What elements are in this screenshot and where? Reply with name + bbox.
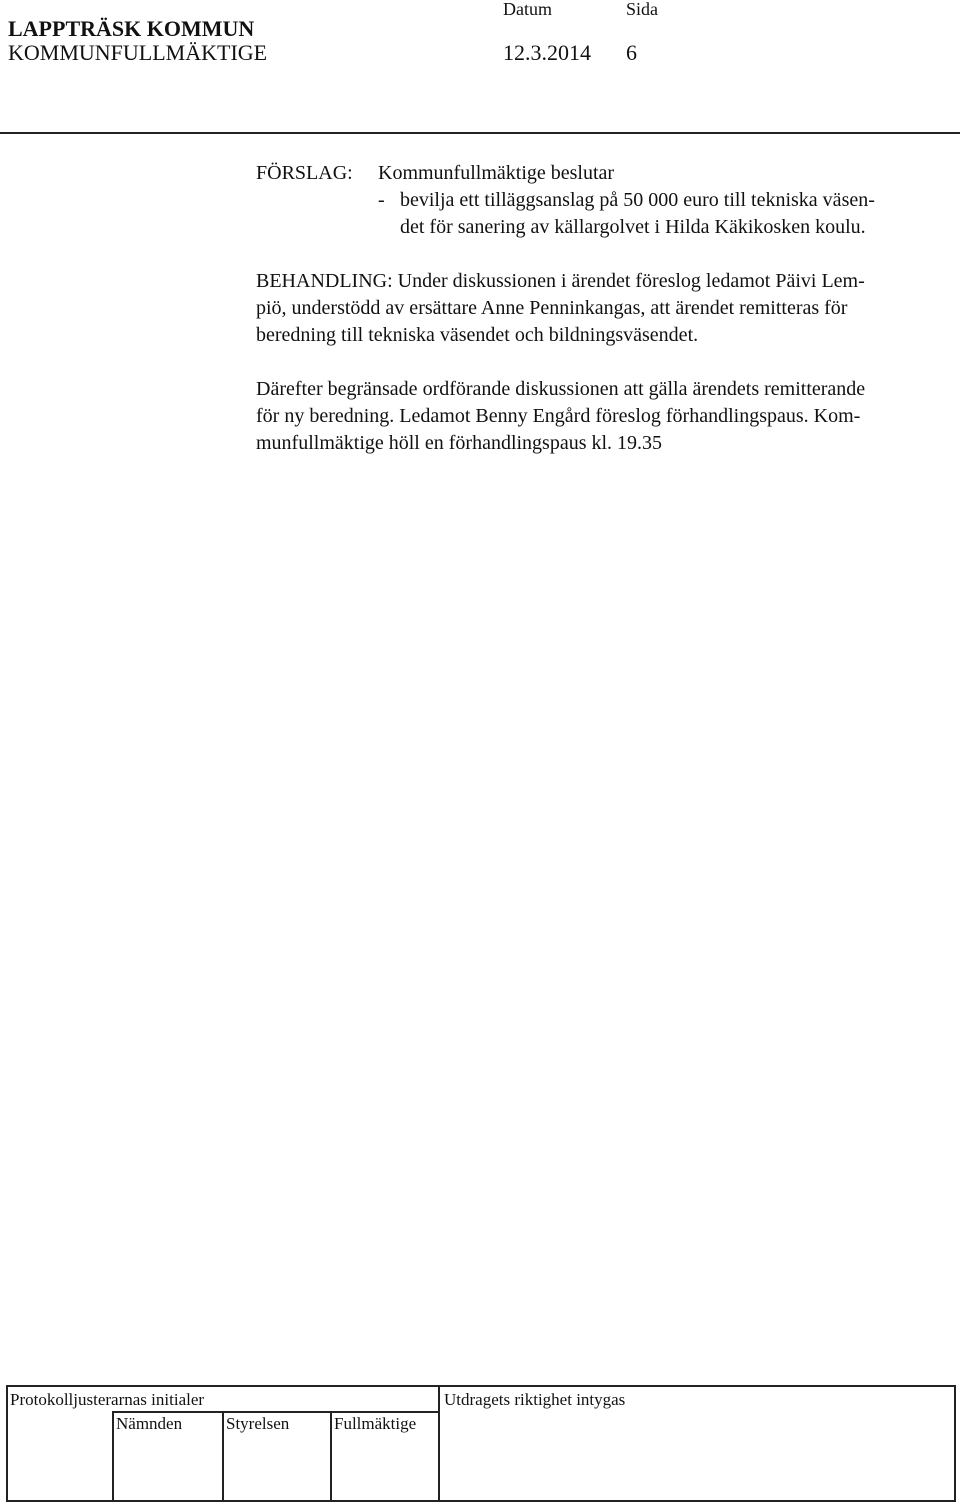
- page-label: Sida: [626, 0, 659, 19]
- initials-label: Protokolljusterarnas initialer: [10, 1390, 205, 1409]
- document-date: 12.3.2014: [503, 40, 591, 65]
- organization-name: LAPPTRÄSK KOMMUN: [8, 16, 255, 41]
- footer-divider-1: [112, 1411, 114, 1500]
- date-label: Datum: [503, 0, 552, 19]
- column-board: Nämnden: [116, 1414, 183, 1433]
- treatment-line-3: beredning till tekniska väsendet och bildningsväsendet.: [256, 324, 699, 346]
- proposal-label: FÖRSLAG:: [256, 162, 353, 184]
- after-line-1: Därefter begränsade ordförande diskussionen att gälla ärendets remitterande: [256, 378, 866, 400]
- treatment-line-2: piö, understödd av ersättare Anne Penninkangas, att ärendet remitteras för: [256, 297, 848, 319]
- page-number: 6: [626, 40, 637, 65]
- proposal-bullet: -: [378, 189, 385, 211]
- footer-signature-box: [6, 1385, 956, 1502]
- after-line-2: för ny beredning. Ledamot Benny Engård föreslog förhandlingspaus. Kom-: [256, 405, 861, 427]
- footer-divider-main: [438, 1387, 440, 1500]
- footer-divider-2: [222, 1411, 224, 1500]
- footer-subheader-line: [112, 1411, 438, 1413]
- proposal-text-line-1: bevilja ett tilläggsanslag på 50 000 euro till tekniska väsen-: [400, 189, 875, 211]
- header-divider: [0, 132, 960, 134]
- proposal-text-line-2: det för sanering av källargolvet i Hilda Käkikosken koulu.: [400, 216, 866, 238]
- column-executive: Styrelsen: [226, 1414, 290, 1433]
- column-council: Fullmäktige: [334, 1414, 417, 1433]
- treatment-line-1: BEHANDLING: Under diskussionen i ärendet föreslog ledamot Päivi Lem-: [256, 270, 865, 292]
- proposal-intro: Kommunfullmäktige beslutar: [378, 162, 615, 184]
- certify-label: Utdragets riktighet intygas: [444, 1390, 626, 1409]
- after-line-3: munfullmäktige höll en förhandlingspaus kl. 19.35: [256, 432, 663, 454]
- body-name: KOMMUNFULLMÄKTIGE: [8, 40, 268, 65]
- footer-divider-3: [330, 1411, 332, 1500]
